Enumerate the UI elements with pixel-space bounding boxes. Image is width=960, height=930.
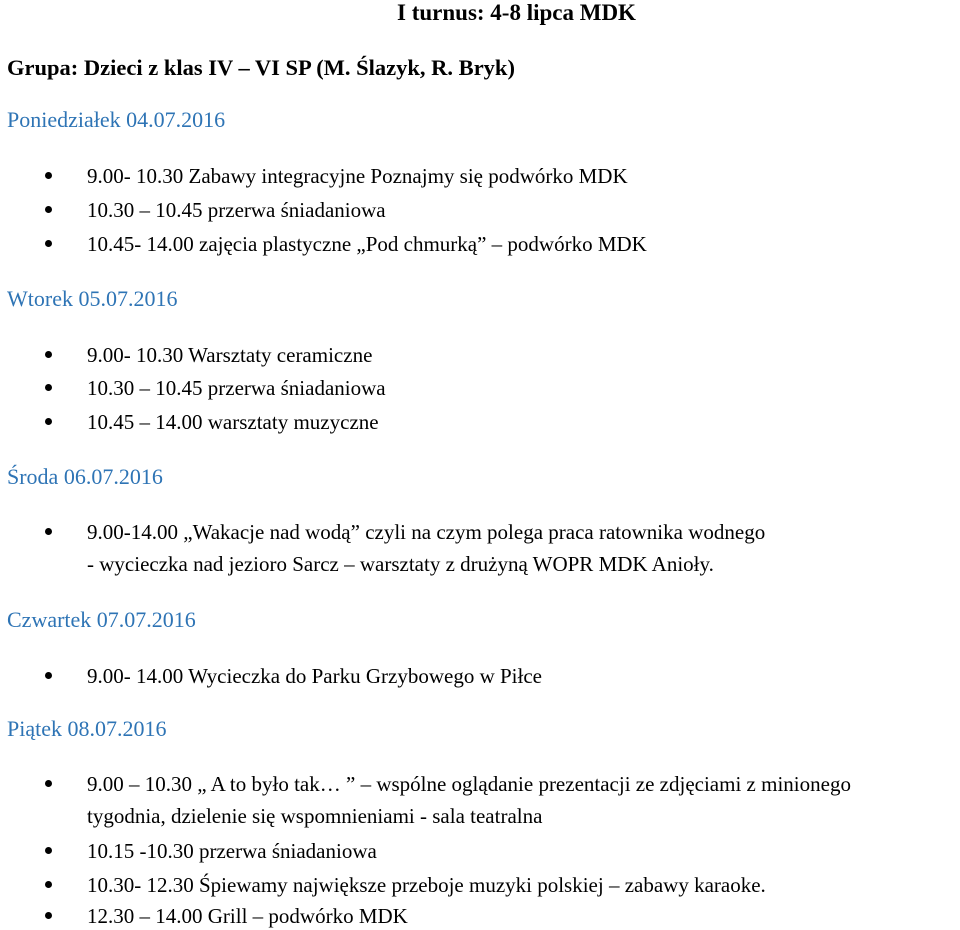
list-item-text: 10.30 – 10.45 przerwa śniadaniowa <box>87 376 386 400</box>
day-heading-thursday: Czwartek 07.07.2016 <box>7 607 196 632</box>
bullet-icon <box>45 240 52 247</box>
list-item-text: 9.00- 14.00 Wycieczka do Parku Grzybowego w Piłce <box>87 664 542 688</box>
bullet-icon <box>45 847 52 854</box>
list-item-text: 10.45- 14.00 zajęcia plastyczne „Pod chmurką” – podwórko MDK <box>87 232 647 256</box>
bullet-icon <box>45 172 52 179</box>
day-heading-friday: Piątek 08.07.2016 <box>7 716 167 741</box>
list-item-continuation: tygodnia, dzielenie się wspomnieniami - sala teatralna <box>87 804 543 828</box>
list-item-continuation: - wycieczka nad jezioro Sarcz – warsztaty z drużyną WOPR MDK Anioły. <box>87 552 714 576</box>
list-item-text: 10.45 – 14.00 warsztaty muzyczne <box>87 410 379 434</box>
group-line: Grupa: Dzieci z klas IV – VI SP (M. Ślazyk, R. Bryk) <box>7 55 515 80</box>
bullet-icon <box>45 528 52 535</box>
bullet-icon <box>45 780 52 787</box>
day-heading-tuesday: Wtorek 05.07.2016 <box>7 286 178 311</box>
bullet-icon <box>45 881 52 888</box>
list-item-text: 9.00- 10.30 Zabawy integracyjne Poznajmy się podwórko MDK <box>87 164 628 188</box>
day-heading-monday: Poniedziałek 04.07.2016 <box>7 107 226 132</box>
list-item-text: 10.30 – 10.45 przerwa śniadaniowa <box>87 198 386 222</box>
bullet-icon <box>45 384 52 391</box>
bullet-icon <box>45 351 52 358</box>
bullet-icon <box>45 418 52 425</box>
list-item-text: 10.15 -10.30 przerwa śniadaniowa <box>87 839 377 863</box>
document-title: I turnus: 4-8 lipca MDK <box>397 0 636 25</box>
day-heading-wednesday: Środa 06.07.2016 <box>7 464 163 489</box>
bullet-icon <box>45 912 52 919</box>
bullet-icon <box>45 206 52 213</box>
list-item-text: 9.00- 10.30 Warsztaty ceramiczne <box>87 343 373 367</box>
list-item-text: 10.30- 12.30 Śpiewamy największe przeboje muzyki polskiej – zabawy karaoke. <box>87 873 766 897</box>
bullet-icon <box>45 672 52 679</box>
list-item-text: 9.00-14.00 „Wakacje nad wodą” czyli na czym polega praca ratownika wodnego <box>87 520 766 544</box>
list-item-text: 9.00 – 10.30 „ A to było tak… ” – wspólne oglądanie prezentacji ze zdjęciami z minionego <box>87 772 851 796</box>
list-item-text: 12.30 – 14.00 Grill – podwórko MDK <box>87 904 408 928</box>
